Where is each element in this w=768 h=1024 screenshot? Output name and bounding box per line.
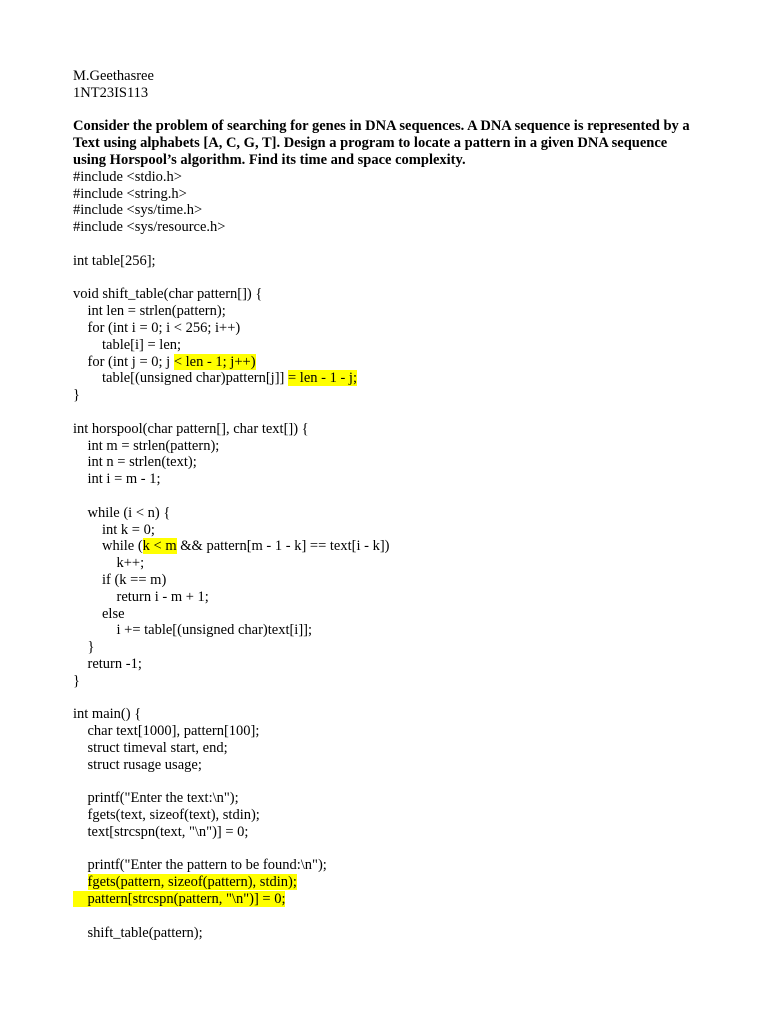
code-text: text[strcspn(text, "\n")] = 0; — [73, 823, 249, 840]
code-text: } — [73, 639, 95, 656]
code-text: int main() { — [73, 706, 142, 723]
code-text: int k = 0; — [73, 521, 155, 538]
code-line — [73, 488, 693, 505]
code-line — [73, 656, 693, 673]
code-line — [73, 202, 693, 219]
code-line — [73, 253, 693, 270]
code-line — [73, 538, 693, 555]
code-text: #include <sys/resource.h> — [73, 219, 226, 236]
highlighted-code: k < m — [142, 538, 177, 555]
code-line — [73, 673, 693, 690]
code-text: k++; — [73, 555, 145, 572]
code-line — [73, 824, 693, 841]
code-text: struct timeval start, end; — [73, 739, 228, 756]
author-usn: 1NT23IS113 — [73, 84, 149, 101]
code-line — [73, 421, 693, 438]
code-text: else — [73, 605, 125, 622]
code-text: #include <sys/time.h> — [73, 202, 203, 219]
code-line — [73, 370, 693, 387]
code-line — [73, 286, 693, 303]
code-line — [73, 471, 693, 488]
code-line — [73, 387, 693, 404]
code-line — [73, 622, 693, 639]
code-text: int horspool(char pattern[], char text[]) { — [73, 420, 309, 437]
code-text: return -1; — [73, 655, 142, 672]
code-text: } — [73, 672, 80, 689]
code-line — [73, 908, 693, 925]
code-text: printf("Enter the text:\n"); — [73, 790, 239, 807]
code-line — [73, 891, 693, 908]
code-line — [73, 404, 693, 421]
code-text: shift_table(pattern); — [73, 924, 203, 941]
code-line — [73, 807, 693, 824]
code-line — [73, 186, 693, 203]
code-line — [73, 589, 693, 606]
code-text: #include <stdio.h> — [73, 168, 182, 185]
code-line — [73, 454, 693, 471]
code-line — [73, 236, 693, 253]
code-block — [73, 169, 693, 942]
code-text: struct rusage usage; — [73, 756, 202, 773]
code-text: for (int i = 0; i < 256; i++) — [73, 319, 241, 336]
code-line — [73, 757, 693, 774]
code-text-after: && pattern[m - 1 - k] == text[i - k]) — [176, 538, 390, 555]
code-line — [73, 857, 693, 874]
code-text: for (int j = 0; j — [73, 353, 174, 370]
code-line — [73, 169, 693, 186]
code-text: char text[1000], pattern[100]; — [73, 723, 260, 740]
code-line — [73, 689, 693, 706]
code-text: if (k == m) — [73, 571, 167, 588]
code-line — [73, 790, 693, 807]
code-line — [73, 354, 693, 371]
code-text: return i - m + 1; — [73, 588, 209, 605]
highlighted-code: < len - 1; j++) — [173, 353, 256, 370]
author-name: M.Geethasree — [73, 68, 154, 84]
code-text: table[(unsigned char)pattern[j]] — [73, 370, 288, 387]
code-line — [73, 572, 693, 589]
code-line — [73, 337, 693, 354]
code-text: int len = strlen(pattern); — [73, 303, 226, 320]
highlighted-code: pattern[strcspn(pattern, "\n")] = 0; — [73, 891, 286, 908]
code-line — [73, 555, 693, 572]
code-line — [73, 773, 693, 790]
code-line — [73, 740, 693, 757]
code-line — [73, 438, 693, 455]
code-line — [73, 270, 693, 287]
code-text: int table[256]; — [73, 252, 156, 269]
code-text: i += table[(unsigned char)text[i]]; — [73, 622, 313, 639]
code-text: fgets(text, sizeof(text), stdin); — [73, 807, 260, 824]
code-text: #include <string.h> — [73, 185, 187, 202]
highlighted-code: fgets(pattern, sizeof(pattern), stdin); — [87, 874, 297, 891]
highlighted-code: = len - 1 - j; — [288, 370, 357, 387]
code-line — [73, 874, 693, 891]
code-line — [73, 606, 693, 623]
code-text: table[i] = len; — [73, 336, 182, 353]
code-text: while (i < n) { — [73, 504, 171, 521]
question-text: Consider the problem of searching for genes in DNA sequences. A DNA sequence is represented by a Text using alphabets [A, C, G, T]. Design a program to locate a pattern in a given DNA sequence using Horspool’s algorithm. Find its time and space complexity. — [73, 118, 690, 168]
code-text: printf("Enter the pattern to be found:\n"); — [73, 857, 327, 874]
code-line — [73, 303, 693, 320]
code-line — [73, 723, 693, 740]
code-line — [73, 522, 693, 539]
code-text — [73, 874, 88, 890]
document-content — [73, 68, 693, 941]
code-text: int n = strlen(text); — [73, 454, 197, 471]
spacer — [73, 102, 693, 119]
code-line — [73, 219, 693, 236]
code-text: while ( — [73, 538, 143, 555]
code-line — [73, 320, 693, 337]
code-line — [73, 841, 693, 858]
code-line — [73, 925, 693, 942]
code-line — [73, 706, 693, 723]
code-line — [73, 505, 693, 522]
code-text: int m = strlen(pattern); — [73, 437, 220, 454]
code-text: } — [73, 387, 80, 404]
code-text: int i = m - 1; — [73, 471, 161, 488]
code-text: void shift_table(char pattern[]) { — [73, 286, 263, 303]
code-line — [73, 639, 693, 656]
